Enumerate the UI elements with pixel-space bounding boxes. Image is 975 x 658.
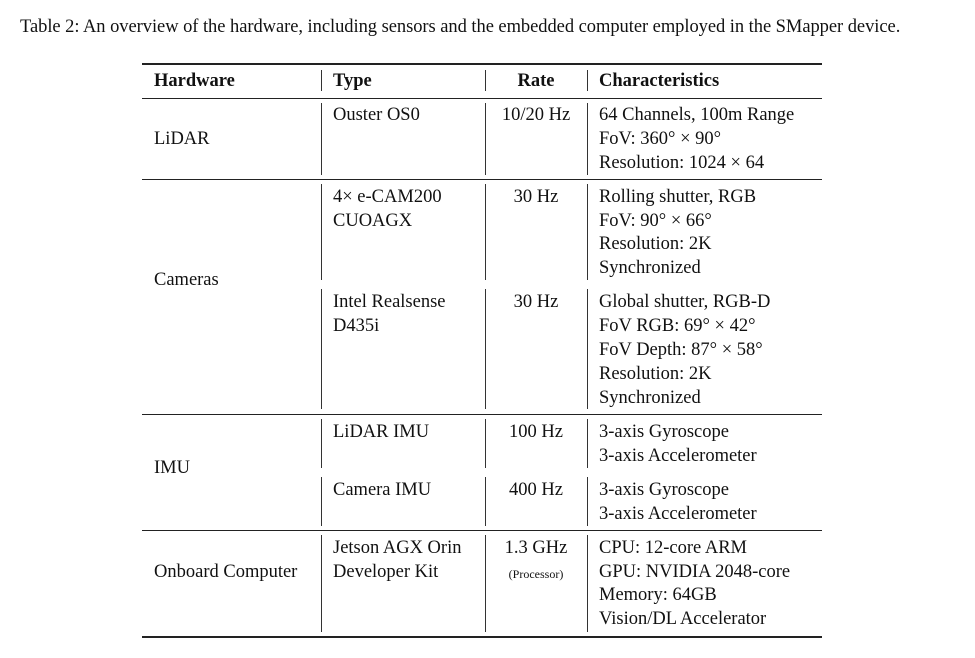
camera-type: 4× e-CAM200 — [333, 187, 442, 207]
col-sep — [321, 103, 322, 175]
camera-char: Synchronized — [599, 388, 701, 408]
camera-char: Rolling shutter, RGB — [599, 187, 757, 207]
computer-char: GPU: NVIDIA 2048-core — [599, 562, 791, 582]
col-sep — [321, 419, 322, 468]
header-hardware: Hardware — [154, 71, 235, 91]
computer-hardware: Onboard Computer — [154, 562, 298, 582]
col-sep — [321, 535, 322, 632]
header-characteristics: Characteristics — [599, 71, 720, 91]
imu-type: LiDAR IMU — [333, 422, 430, 442]
computer-char: Vision/DL Accelerator — [599, 609, 767, 629]
camera-char: Global shutter, RGB-D — [599, 292, 771, 312]
camera-char: Synchronized — [599, 258, 701, 278]
top-rule — [142, 63, 822, 65]
header-rate: Rate — [517, 71, 555, 91]
computer-char: Memory: 64GB — [599, 585, 717, 605]
camera-char: Resolution: 2K — [599, 364, 712, 384]
camera-type: CUOAGX — [333, 211, 413, 231]
bottom-rule — [142, 636, 822, 638]
computer-rate-note: (Processor) — [508, 567, 564, 581]
camera-char: FoV RGB: 69° × 42° — [599, 316, 756, 336]
col-sep — [587, 70, 588, 91]
camera-rate: 30 Hz — [513, 292, 559, 312]
computer-type: Developer Kit — [333, 562, 439, 582]
camera-char: FoV Depth: 87° × 58° — [599, 340, 763, 360]
imu-char: 3-axis Accelerometer — [599, 446, 757, 466]
col-sep — [587, 184, 588, 280]
col-sep — [321, 184, 322, 280]
cameras-rule — [142, 414, 822, 415]
lidar-rule — [142, 179, 822, 180]
computer-rate: 1.3 GHz — [504, 538, 568, 558]
lidar-char: FoV: 360° × 90° — [599, 129, 722, 149]
camera-type: D435i — [333, 316, 380, 336]
table-caption: Table 2: An overview of the hardware, including sensors and the embedded computer employed in the SMapper device. — [20, 17, 901, 37]
col-sep — [321, 289, 322, 409]
computer-char: CPU: 12-core ARM — [599, 538, 747, 558]
imu-char: 3-axis Accelerometer — [599, 504, 757, 524]
imu-char: 3-axis Gyroscope — [599, 422, 729, 442]
col-sep — [321, 477, 322, 526]
imu-rule — [142, 530, 822, 531]
cameras-hardware: Cameras — [154, 270, 219, 290]
header-rule — [142, 98, 822, 99]
camera-rate: 30 Hz — [513, 187, 559, 207]
lidar-char: 64 Channels, 100m Range — [599, 105, 795, 125]
col-sep — [587, 477, 588, 526]
imu-rate: 100 Hz — [509, 422, 563, 442]
lidar-rate: 10/20 Hz — [501, 105, 571, 125]
col-sep — [587, 535, 588, 632]
col-sep — [587, 419, 588, 468]
col-sep — [321, 70, 322, 91]
camera-type: Intel Realsense — [333, 292, 446, 312]
lidar-type: Ouster OS0 — [333, 105, 420, 125]
col-sep — [587, 103, 588, 175]
imu-char: 3-axis Gyroscope — [599, 480, 729, 500]
lidar-char: Resolution: 1024 × 64 — [599, 153, 765, 173]
computer-type: Jetson AGX Orin — [333, 538, 462, 558]
camera-char: FoV: 90° × 66° — [599, 211, 712, 231]
imu-rate: 400 Hz — [509, 480, 563, 500]
col-sep — [587, 289, 588, 409]
header-type: Type — [333, 71, 372, 91]
imu-hardware: IMU — [154, 458, 190, 478]
camera-char: Resolution: 2K — [599, 234, 712, 254]
imu-type: Camera IMU — [333, 480, 432, 500]
lidar-hardware: LiDAR — [154, 129, 210, 149]
